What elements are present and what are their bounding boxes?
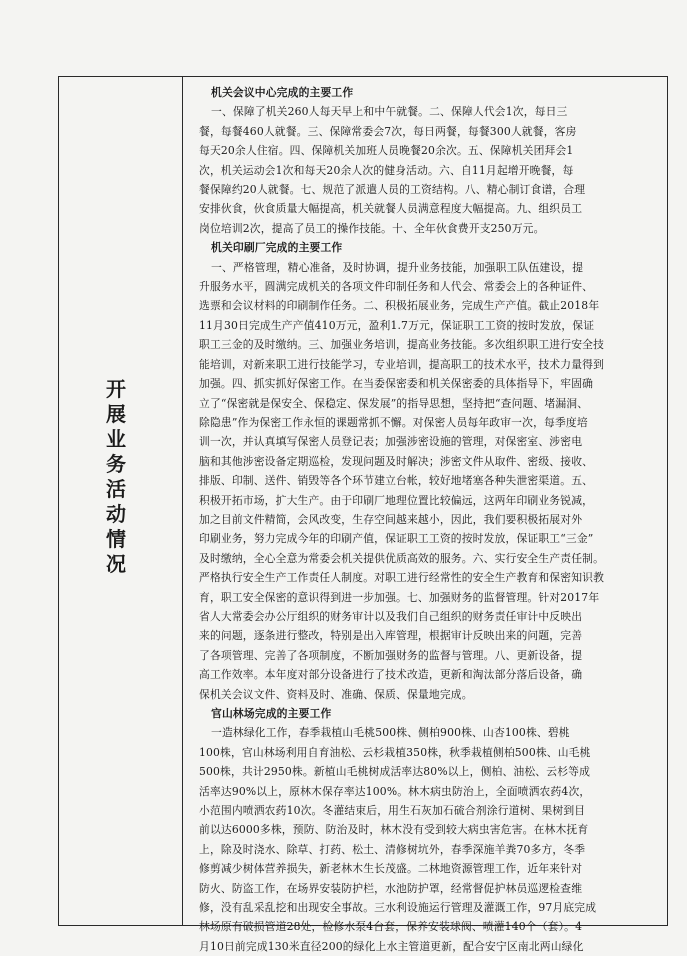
text-line: 防火、防盗工作，在场界安装防护栏，水池防护罩，经常督促护林员巡逻检查维: [199, 881, 583, 895]
text-line: 修剪减少树体营养损失，新老林木生长茂盛。二林地资源管理工作，近年来针对: [199, 862, 583, 876]
text-line: 印刷业务，努力完成今年的印刷产值，保证职工工资的按时发放，保证职工“三金”: [199, 532, 594, 546]
text-line: 育，职工安全保密的意识得到进一步加强。七、加强财务的监督管理。针对2017年: [199, 590, 600, 604]
text-line: 11月30日完成生产产值410万元，盈利1.7万元，保证职工工资的按时发放，保证: [199, 318, 595, 332]
section-title: 机关印刷厂完成的主要工作: [211, 241, 343, 255]
text-line: 训一次，并认真填写保密人员登记表；加强涉密设施的管理，对保密室、涉密电: [199, 435, 583, 449]
text-line: 一、严格管理，精心准备，及时协调，提升业务技能，加强职工队伍建设，提: [211, 260, 584, 274]
left-column: [59, 77, 183, 925]
text-line: 能培训，对新来职工进行技能学习，专业培训，提高职工的技术水平，技术力量得到: [199, 357, 605, 371]
text-line: 加之目前文件精简，会风改变，生存空间越来越小，因此，我们要积极拓展对外: [199, 512, 583, 526]
text-line: 省人大常委会办公厅组织的财务审计以及我们自己组织的财务责任审计中反映出: [199, 609, 583, 623]
text-line: 选票和会议材料的印刷制作任务。二、积极拓展业务，完成生产产值。截止2018年: [199, 299, 600, 313]
text-line: 脑和其他涉密设备定期巡检，发现问题及时解决；涉密文件从取件、密级、接收、: [199, 454, 594, 468]
text-line: 及时缴纳，全心全意为常委会机关提供优质高效的服务。六、实行安全生产责任制。: [199, 551, 605, 565]
text-line: 前以达6000多株，预防、防治及时，林木没有受到较大病虫害危害。在林木抚育: [199, 823, 589, 837]
section-title: 机关会议中心完成的主要工作: [211, 86, 354, 99]
text-line: 来的问题，逐条进行整改，特别是出入库管理，根据审计反映出来的问题，完善: [199, 629, 583, 643]
text-line: 上，除及时浇水、除草、打药、松土、清修树坑外，春季深施羊粪70多方，冬季: [199, 842, 586, 856]
text-line: 了各项管理、完善了各项制度，不断加强财务的监督与管理。八、更新设备，提: [199, 648, 583, 662]
section-title: 官山林场完成的主要工作: [211, 707, 332, 720]
text-line: 排版、印制、送件、销毁等各个环节建立台帐，较好地堵塞各种失泄密渠道。五、: [199, 474, 594, 488]
text-line: 小范围内喷洒农药10次。冬灌结束后，用生石灰加石硫合剂涂行道树、果树到目: [199, 804, 586, 818]
text-line: 岗位培训2次，提高了员工的操作技能。十、全年伙食费开支250万元。: [199, 221, 545, 235]
text-line: 月10日前完成130米直径200的绿化上水主管道更新，配合安宁区南北两山绿化: [199, 939, 584, 953]
text-line: 保机关会议文件、资料及时、准确、保质、保量地完成。: [199, 687, 473, 701]
text-line: 修，没有乱采乱挖和出现安全事故。三水利设施运行管理及灌溉工作，97月底完成: [199, 901, 597, 915]
text-line: 升服务水平，圆满完成机关的各项文件印制任务和人代会、常委会上的各种证件、: [199, 280, 594, 294]
text-line: 积极开拓市场，扩大生产。由于印刷厂地理位置比较偏远，这两年印刷业务锐减，: [199, 493, 594, 507]
content-area: [199, 83, 661, 953]
text-line: 加强。四、抓实抓好保密工作。在当委保密委和机关保密委的具体指导下，牢固确: [199, 377, 594, 391]
text-line: 次，机关运动会1次和每天20余人次的健身活动。六、自11月起增开晚餐，每: [199, 163, 574, 177]
text-line: 严格执行安全生产工作责任人制度。对职工进行经常性的安全生产教育和保密知识教: [199, 571, 605, 585]
text-line: 一、保障了机关260人每天早上和中午就餐。二、保障人代会1次，每日三: [211, 105, 568, 119]
form-frame: [58, 76, 668, 953]
text-line: 500株，共计2950株。新植山毛桃树成活率达80%以上，侧柏、油松、云杉等成: [199, 765, 591, 779]
text-line: 安排伙食，伙食质量大幅提高，机关就餐人员满意程度大幅提高。九、组织员工: [199, 202, 583, 216]
text-line: 一造林绿化工作，春季栽植山毛桃500株、侧柏900株、山杏100株、碧桃: [211, 726, 570, 740]
text-line: 高工作效率。本年度对部分设备进行了技术改造，更新和淘汰部分落后设备，确: [199, 668, 583, 682]
text-line: 100株，官山林场利用自育油松、云杉栽植350株，秋季栽植侧柏500株、山毛桃: [199, 745, 591, 759]
text-line: 活率达90%以上，原林木保存率达100%。林木病虫防治上，全面喷洒农药4次，: [199, 784, 591, 798]
text-line: 每天20余人住宿。四、保障机关加班人员晚餐20余次。五、保障机关团拜会1: [199, 144, 574, 158]
text-line: 职工三金的及时缴纳。三、加强业务培训，提高业务技能。多次组织职工进行安全技: [199, 338, 605, 352]
text-line: 立了“保密就是保安全、保稳定、保发展”的指导思想，坚持把“查问题、堵漏洞、: [199, 396, 589, 410]
text-line: 餐保障约20人就餐。七、规范了派遣人员的工资结构。八、精心制订食谱，合理: [199, 183, 586, 197]
section-label: 开展业务活动情况: [106, 377, 126, 576]
text-line: 餐，每餐460人就餐。三、保障常委会7次，每日两餐，每餐300人就餐，客房: [199, 124, 577, 138]
text-line: 林场原有破损管道28处，检修水泵4台套，保养安装球阀、喷灌140个（套）。4: [199, 920, 583, 934]
text-line: 除隐患”作为保密工作永恒的课题常抓不懈。对保密人员每年政审一次，每季度培: [199, 415, 588, 429]
